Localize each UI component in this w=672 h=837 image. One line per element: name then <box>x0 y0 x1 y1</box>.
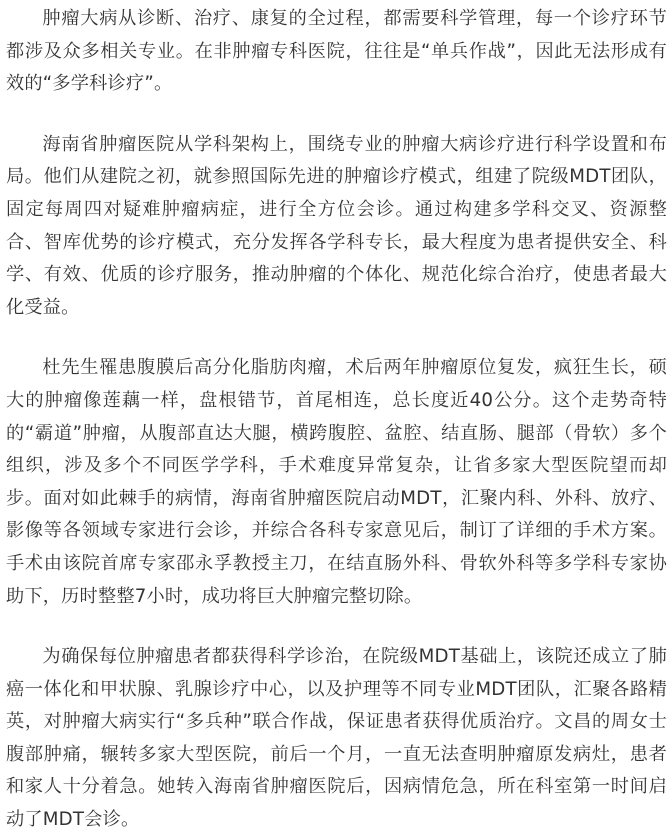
paragraph-hospital-structure: 海南省肿瘤医院从学科架构上，围绕专业的肿瘤大病诊疗进行科学设置和布局。他们从建院之初，就参照国际先进的肿瘤诊疗模式，组建了院级MDT团队，固定每周四对疑难肿瘤病症，进行全方位会诊。通过构建多学科交叉、资源整合、智库优势的诊疗模式，充分发挥各学科专长，最大程度为患者提供安全、科学、有效、优质的诊疗服务，推动肿瘤的个体化、规范化综合治疗，使患者最大化受益。 <box>6 133 667 318</box>
paragraph-intro: 肿瘤大病从诊断、治疗、康复的全过程，都需要科学管理，每一个诊疗环节都涉及众多相关专业。在非肿瘤专科医院，往往是“单兵作战”，因此无法形成有效的“多学科诊疗”。 <box>6 8 667 95</box>
paragraph-case-zhou: 为确保每位肿瘤患者都获得科学诊治，在院级MDT基础上，该院还成立了肺癌一体化和甲状腺、乳腺诊疗中心，以及护理等不同专业MDT团队，汇聚各路精英，对肿瘤大病实行“多兵种”联合作战，保证患者获得优质治疗。文昌的周女士腹部肿痛，辗转多家大型医院，前后一个月，一直无法查明肿瘤原发病灶，患者和家人十分着急。她转入海南省肿瘤医院后，因病情危急，所在科室第一时间启动了MDT会诊。 <box>6 646 667 831</box>
paragraph-case-du: 杜先生罹患腹膜后高分化脂肪肉瘤，术后两年肿瘤原位复发，疯狂生长，硕大的肿瘤像莲藕一样，盘根错节，首尾相连，总长度近40公分。这个走势奇特的“霸道”肿瘤，从腹部直达大腿，横跨腹腔、盆腔、结直肠、腿部（骨软）多个组织，涉及多个不同医学学科，手术难度异常复杂，让省多家大型医院望而却步。面对如此棘手的病情，海南省肿瘤医院启动MDT，汇聚内科、外科、放疗、影像等各领域专家进行会诊，并综合各科专家意见后，制订了详细的手术方案。手术由该院首席专家邵永孚教授主刀，在结直肠外科、骨软外科等多学科专家协助下，历时整整7小时，成功将巨大肿瘤完整切除。 <box>6 357 667 607</box>
